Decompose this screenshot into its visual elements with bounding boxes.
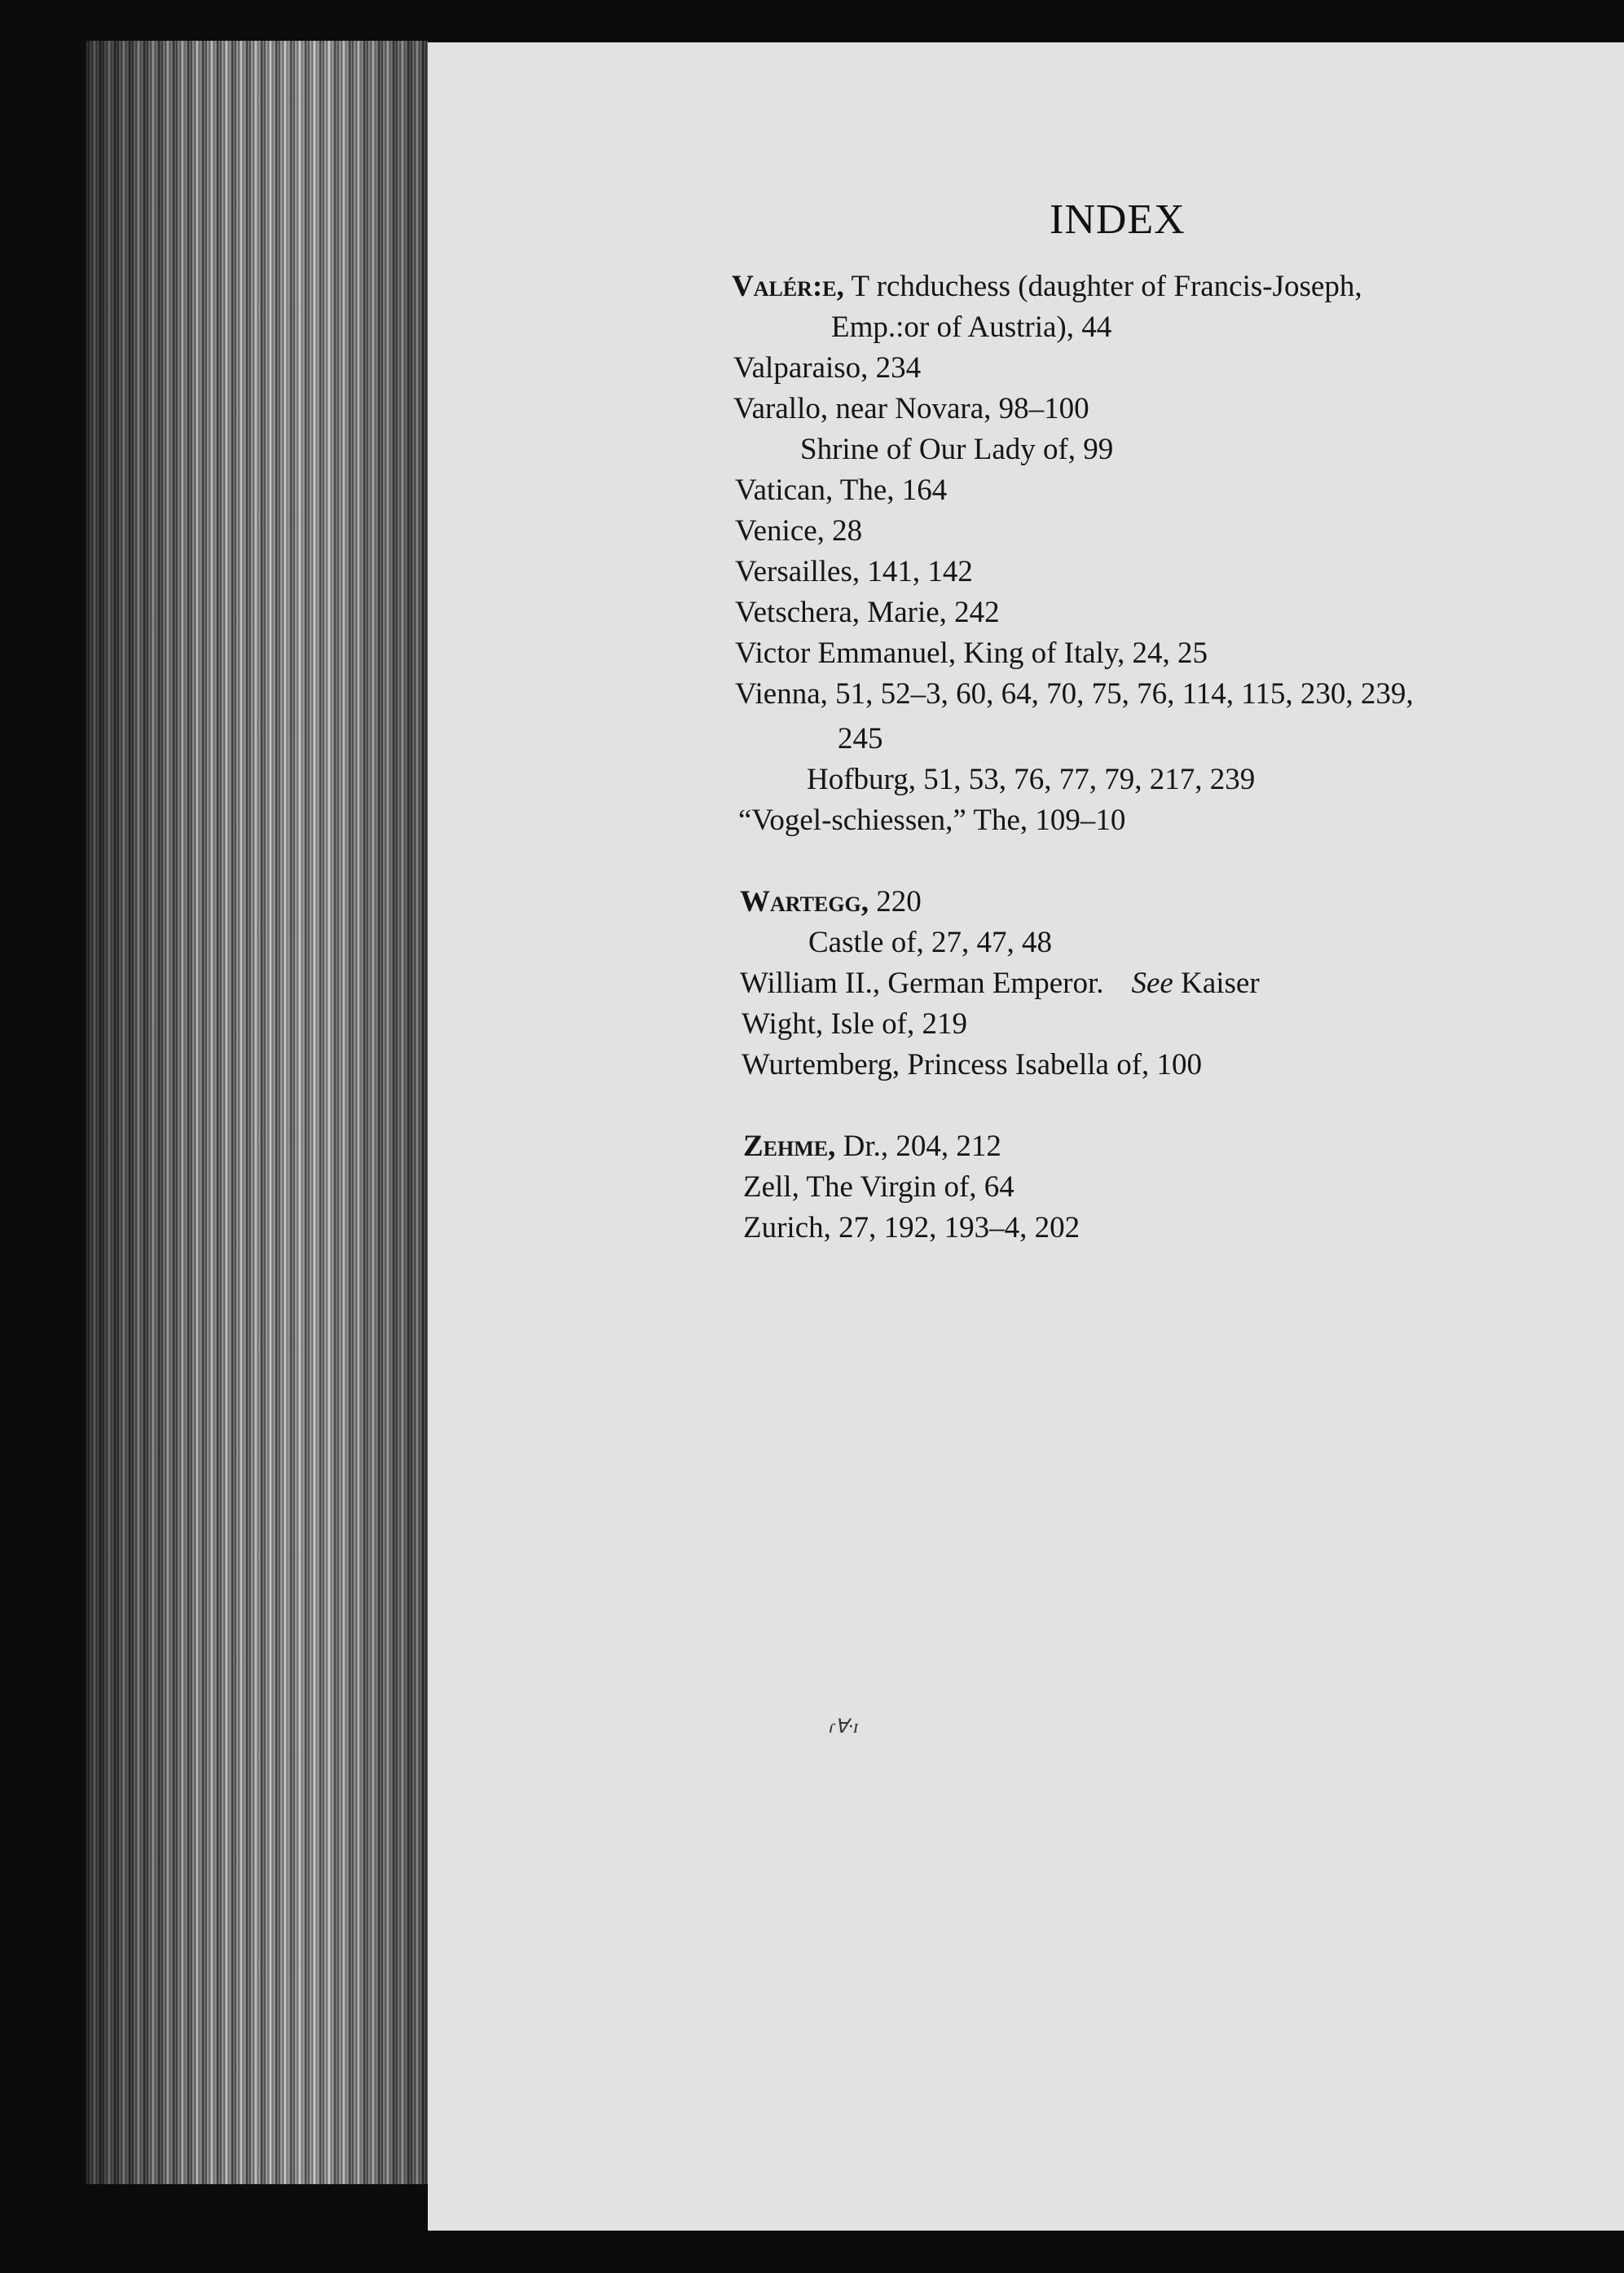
index-entry: Zurich, 27, 192, 193–4, 202 [743, 1211, 1080, 1244]
index-entry: Versailles, 141, 142 [735, 555, 973, 588]
index-entry: Varallo, near Novara, 98–100 [733, 392, 1089, 425]
entry-text: 220 [869, 885, 922, 918]
index-entry [743, 1129, 1001, 1164]
entry-text: William II., German Emperor. [740, 967, 1104, 1000]
stray-mark: ɾ∀·ɪ [828, 1716, 859, 1738]
index-entry [732, 269, 1362, 304]
index-entry: “Vogel-schiessen,” The, 109–10 [738, 804, 1126, 837]
index-subentry: Hofburg, 51, 53, 76, 77, 79, 217, 239 [807, 763, 1256, 796]
index-entry: Vienna, 51, 52–3, 60, 64, 70, 75, 76, 114, 115, 230, 239, [735, 677, 1414, 711]
entry-see: See [1131, 967, 1173, 1000]
entry-heading: Zehme, [743, 1130, 836, 1163]
index-entry: Vetschera, Marie, 242 [735, 596, 1000, 629]
index-entry: Wurtemberg, Princess Isabella of, 100 [742, 1048, 1203, 1081]
index-subentry: Shrine of Our Lady of, 99 [800, 433, 1114, 466]
index-entry: Victor Emmanuel, King of Italy, 24, 25 [735, 637, 1208, 670]
index-entry [740, 884, 922, 919]
index-entry: Venice, 28 [735, 514, 863, 548]
index-entry-continuation: 245 [838, 722, 883, 755]
index-page [428, 42, 1624, 2231]
entry-heading: Wartegg, [740, 885, 869, 918]
entry-text: Dr., 204, 212 [835, 1130, 1001, 1163]
index-entry [740, 966, 1260, 1001]
entry-text: T rchduchess (daughter of Francis-Joseph, [843, 270, 1362, 303]
entry-text: Kaiser [1173, 967, 1260, 1000]
index-entry: Vatican, The, 164 [735, 474, 948, 507]
index-entry: Valparaiso, 234 [733, 351, 922, 385]
book-fore-edge [86, 41, 428, 2184]
page-title: INDEX [1050, 196, 1186, 243]
index-entry-continuation: Emp.:or of Austria), 44 [831, 311, 1112, 344]
entry-heading: Valér:e, [732, 270, 844, 303]
index-entry: Zell, The Virgin of, 64 [743, 1170, 1014, 1204]
index-entry: Wight, Isle of, 219 [742, 1007, 967, 1041]
index-subentry: Castle of, 27, 47, 48 [808, 926, 1053, 959]
